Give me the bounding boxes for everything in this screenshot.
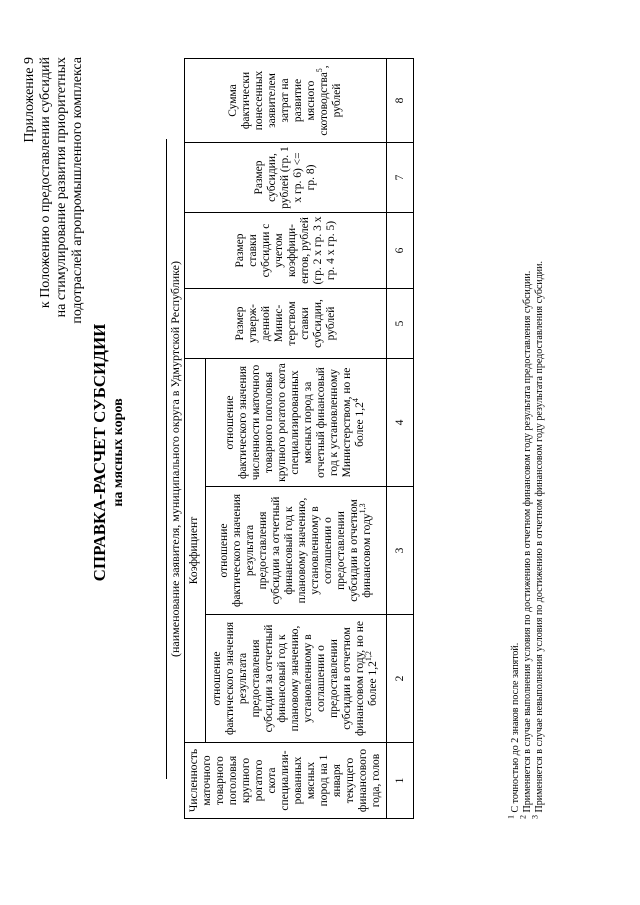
footnote bbox=[506, 59, 522, 819]
header-coef-herd bbox=[205, 358, 386, 486]
column-number: 2 bbox=[387, 615, 414, 743]
header-coef-result-capped bbox=[205, 615, 386, 743]
header-coef-result bbox=[205, 487, 386, 615]
column-number: 3 bbox=[387, 487, 414, 615]
header-coefficient: Коэффициент bbox=[185, 358, 206, 742]
footnote-mark: 3 bbox=[530, 815, 540, 819]
header-actual-costs-text: Сумма фактически понесенных заявителем затрат на развитие мясного скотоводства bbox=[227, 70, 330, 136]
table-header-row bbox=[185, 58, 206, 818]
header-coef-result-capped-text: отношение фактического значения результата предоставления субсидии за отчетный финансовый год к плановому значению, установленному в соглашении о предоставлении субсидии в отчетном финансовом году, но не более 1,2 bbox=[211, 621, 380, 736]
document-subtitle: на мясных коров bbox=[111, 398, 126, 507]
header-approved-rate: Размер утверж-денной Минис-терством ставки субсидии, рублей bbox=[185, 288, 387, 358]
footnotes bbox=[506, 59, 546, 819]
footnote-ref: 1,2 bbox=[364, 651, 374, 662]
subsidy-calculation-table bbox=[184, 58, 414, 819]
footnote-ref: 5 bbox=[315, 68, 325, 73]
appendix-header bbox=[22, 57, 86, 905]
applicant-name-line bbox=[166, 139, 167, 779]
appendix-ref-line: к Положению о предоставлении субсидий bbox=[38, 57, 53, 309]
appendix-ref-line: на стимулирование развития приоритетных bbox=[54, 57, 69, 318]
appendix-ref-line: подотраслей агропромышленного комплекса bbox=[70, 57, 85, 324]
footnote-text: Применяется в случае выполнения условия по достижению в отчетном финансовом году результата предоставления субсидии. bbox=[522, 270, 533, 813]
header-subsidy-amount: Размер субсидии, рублей (гр. 1 x гр. 6) <= гр. 8) bbox=[185, 142, 387, 212]
document-title: СПРАВКА-РАСЧЕТ СУБСИДИИ bbox=[90, 323, 109, 582]
footnote-mark: 2 bbox=[518, 815, 528, 819]
applicant-caption: (наименование заявителя, муниципального округа в Удмуртской Республике) bbox=[168, 261, 182, 658]
header-actual-costs bbox=[185, 58, 387, 142]
header-adjusted-rate: Размер ставки субсидии с учетом коэффици-ентов, рублей (гр. 2 x гр. 3 x гр. 4 x гр. 5) bbox=[185, 212, 387, 288]
column-number: 6 bbox=[387, 212, 414, 288]
header-coef-herd-text: отношение фактического значения численности маточного товарного поголовья крупного рогатого скота специализированных мясных пород за отчетный финансовый год к установленному Министерством, но не более 1,2 bbox=[224, 363, 367, 482]
footnote-text: Применяется в случае невыполнения условия по достижению в отчетном финансовом году результата предоставления субсидии. bbox=[534, 261, 545, 813]
appendix-number: Приложение 9 bbox=[22, 57, 37, 143]
column-number: 4 bbox=[387, 358, 414, 486]
footnote-mark: 1 bbox=[506, 815, 516, 819]
column-number-row bbox=[387, 58, 414, 818]
header-coef-result-text: отношение фактического значения результата предоставления субсидии за отчетный финансовый год к плановому значению, установленному в соглашении о предоставлении субсидии в отчетном финансовом году bbox=[217, 493, 373, 608]
footnote bbox=[530, 59, 546, 819]
column-number: 5 bbox=[387, 288, 414, 358]
column-number: 1 bbox=[387, 743, 414, 819]
footnote bbox=[518, 59, 534, 819]
footnote-ref: 1,3 bbox=[357, 503, 367, 514]
column-number: 8 bbox=[387, 58, 414, 142]
footnote-text: С точностью до 2 знаков после запятой. bbox=[510, 642, 521, 813]
header-actual-costs-unit: , рублей bbox=[318, 65, 343, 118]
footnote-ref: 4 bbox=[351, 398, 361, 403]
column-number: 7 bbox=[387, 142, 414, 212]
header-herd-count: Численность маточного товарного поголовья крупного рогатого скота специализи-рованных мясных пород на 1 января текущего финансового года, голов bbox=[185, 743, 387, 819]
